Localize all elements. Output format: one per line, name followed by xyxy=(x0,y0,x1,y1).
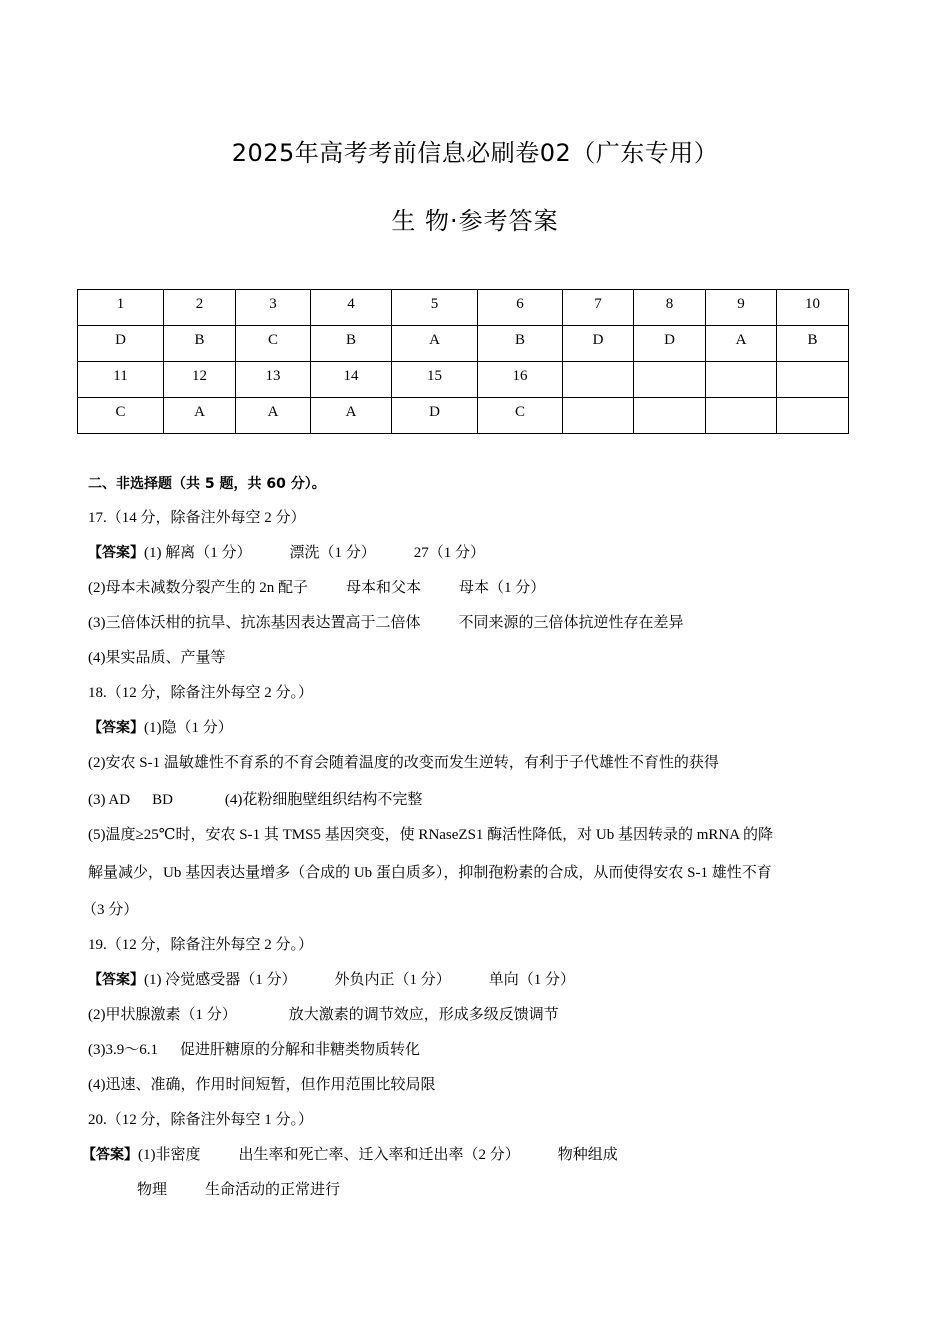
table-cell: 5 xyxy=(392,290,478,326)
table-cell: A xyxy=(706,326,777,362)
answer-text: 外负内正（1 分） xyxy=(334,972,451,988)
answer-text: 促进肝糖原的分解和非糖类物质转化 xyxy=(180,1042,421,1058)
table-cell: 10 xyxy=(777,290,849,326)
table-cell: 12 xyxy=(164,362,236,398)
table-cell: A xyxy=(164,398,236,434)
table-cell: B xyxy=(311,326,392,362)
table-cell: D xyxy=(78,326,164,362)
answer-text: 单向（1 分） xyxy=(488,972,576,988)
table-cell xyxy=(706,398,777,434)
table-cell xyxy=(706,362,777,398)
q18-answer-line-5a: (5)温度≥25℃时，安农 S-1 其 TMS5 基因突变，使 RNaseZS1 酶活性降低，对 Ub 基因转录的 mRNA 的降 xyxy=(88,827,774,843)
section-heading: 二、非选择题（共 5 题，共 60 分）。 xyxy=(88,476,326,492)
table-cell xyxy=(563,398,634,434)
answer-text: (2)甲状腺激素（1 分） xyxy=(88,1007,237,1023)
table-cell: 16 xyxy=(478,362,563,398)
answer-text: 不同来源的三倍体抗逆性存在差异 xyxy=(458,615,684,631)
table-cell: B xyxy=(164,326,236,362)
answer-text: 母本和父本 xyxy=(346,580,422,596)
table-cell xyxy=(777,398,849,434)
answer-text: (1)非密度 xyxy=(138,1147,201,1163)
q18-answer-line-2: (2)安农 S-1 温敏雄性不育系的不育会随着温度的改变而发生逆转，有利于子代雄性不育性的获得 xyxy=(88,755,719,771)
answer-text: (3)3.9～6.1 xyxy=(88,1042,158,1058)
q17-header: 17.（14 分，除备注外每空 2 分） xyxy=(88,510,306,526)
table-cell xyxy=(634,362,706,398)
answer-text: 生命活动的正常进行 xyxy=(205,1182,341,1198)
answer-text: (1) 冷觉感受器（1 分） xyxy=(144,972,297,988)
table-cell: 6 xyxy=(478,290,563,326)
table-cell: 14 xyxy=(311,362,392,398)
answer-text: 漂洗（1 分） xyxy=(289,545,376,561)
q18-answer-line-3 xyxy=(88,788,422,809)
table-cell: 7 xyxy=(563,290,634,326)
table-cell: D xyxy=(634,326,706,362)
q19-answer-line-1 xyxy=(88,968,575,989)
table-cell: D xyxy=(392,398,478,434)
table-cell: C xyxy=(478,398,563,434)
page-subtitle: 生 物·参考答案 xyxy=(391,207,559,235)
answer-text: (3) AD xyxy=(88,792,131,808)
answer-text: 出生率和死亡率、迁入率和迁出率（2 分） xyxy=(238,1147,520,1163)
table-row xyxy=(78,326,849,362)
table-row xyxy=(78,398,849,434)
table-cell: 15 xyxy=(392,362,478,398)
table-cell: A xyxy=(392,326,478,362)
table-cell: A xyxy=(311,398,392,434)
answer-table xyxy=(77,289,849,434)
answer-label: 【答案】 xyxy=(88,545,144,561)
q18-answer-line-1 xyxy=(88,716,233,737)
table-cell: C xyxy=(236,326,311,362)
table-cell: 11 xyxy=(78,362,164,398)
answer-text: (2)母本未减数分裂产生的 2n 配子 xyxy=(88,580,308,596)
answer-label: 【答案】 xyxy=(88,972,144,988)
q17-answer-line-1 xyxy=(88,541,485,562)
q18-header: 18.（12 分，除备注外每空 2 分。） xyxy=(88,685,314,701)
answer-text: BD xyxy=(152,792,173,808)
q17-answer-line-3 xyxy=(88,611,684,632)
q18-answer-line-5c: （3 分） xyxy=(82,902,139,918)
table-cell: B xyxy=(478,326,563,362)
q18-answer-line-5b: 解量减少，Ub 基因表达量增多（合成的 Ub 蛋白质多），抑制孢粉素的合成，从而使得安农 S-1 雄性不育 xyxy=(88,865,772,881)
table-cell: 13 xyxy=(236,362,311,398)
answer-text: 放大激素的调节效应，形成多级反馈调节 xyxy=(288,1007,559,1023)
table-row xyxy=(78,290,849,326)
answer-text: (4)花粉细胞壁组织结构不完整 xyxy=(224,792,423,808)
table-cell: 2 xyxy=(164,290,236,326)
answer-label: 【答案】 xyxy=(88,720,144,736)
answer-text: 物理 xyxy=(137,1182,168,1198)
q20-answer-line-1 xyxy=(82,1143,618,1164)
answer-text: 母本（1 分） xyxy=(459,580,546,596)
answer-text: 物种组成 xyxy=(557,1147,618,1163)
answer-text: 27（1 分） xyxy=(413,545,486,561)
table-cell xyxy=(563,362,634,398)
table-row xyxy=(78,362,849,398)
table-cell: A xyxy=(236,398,311,434)
q20-answer-line-2 xyxy=(137,1178,340,1199)
table-cell xyxy=(634,398,706,434)
table-cell: 4 xyxy=(311,290,392,326)
q20-header: 20.（12 分，除备注外每空 1 分。） xyxy=(88,1112,314,1128)
table-cell: 8 xyxy=(634,290,706,326)
table-cell: 1 xyxy=(78,290,164,326)
table-cell: D xyxy=(563,326,634,362)
q19-answer-line-2 xyxy=(88,1003,559,1024)
table-cell: 9 xyxy=(706,290,777,326)
table-cell: 3 xyxy=(236,290,311,326)
q19-header: 19.（12 分，除备注外每空 2 分。） xyxy=(88,937,314,953)
table-cell xyxy=(777,362,849,398)
answer-label: 【答案】 xyxy=(82,1147,138,1163)
q17-answer-line-2 xyxy=(88,576,545,597)
q19-answer-line-4: (4)迅速、准确，作用时间短暂，但作用范围比较局限 xyxy=(88,1077,436,1093)
answer-text: (1)隐（1 分） xyxy=(144,720,233,736)
q19-answer-line-3 xyxy=(88,1038,420,1059)
table-cell: C xyxy=(78,398,164,434)
q17-answer-line-4: (4)果实品质、产量等 xyxy=(88,650,226,666)
page-title: 2025年高考考前信息必刷卷02（广东专用） xyxy=(231,139,719,167)
table-cell: B xyxy=(777,326,849,362)
answer-text: (3)三倍体沃柑的抗旱、抗冻基因表达置高于二倍体 xyxy=(88,615,421,631)
answer-text: (1) 解离（1 分） xyxy=(144,545,252,561)
